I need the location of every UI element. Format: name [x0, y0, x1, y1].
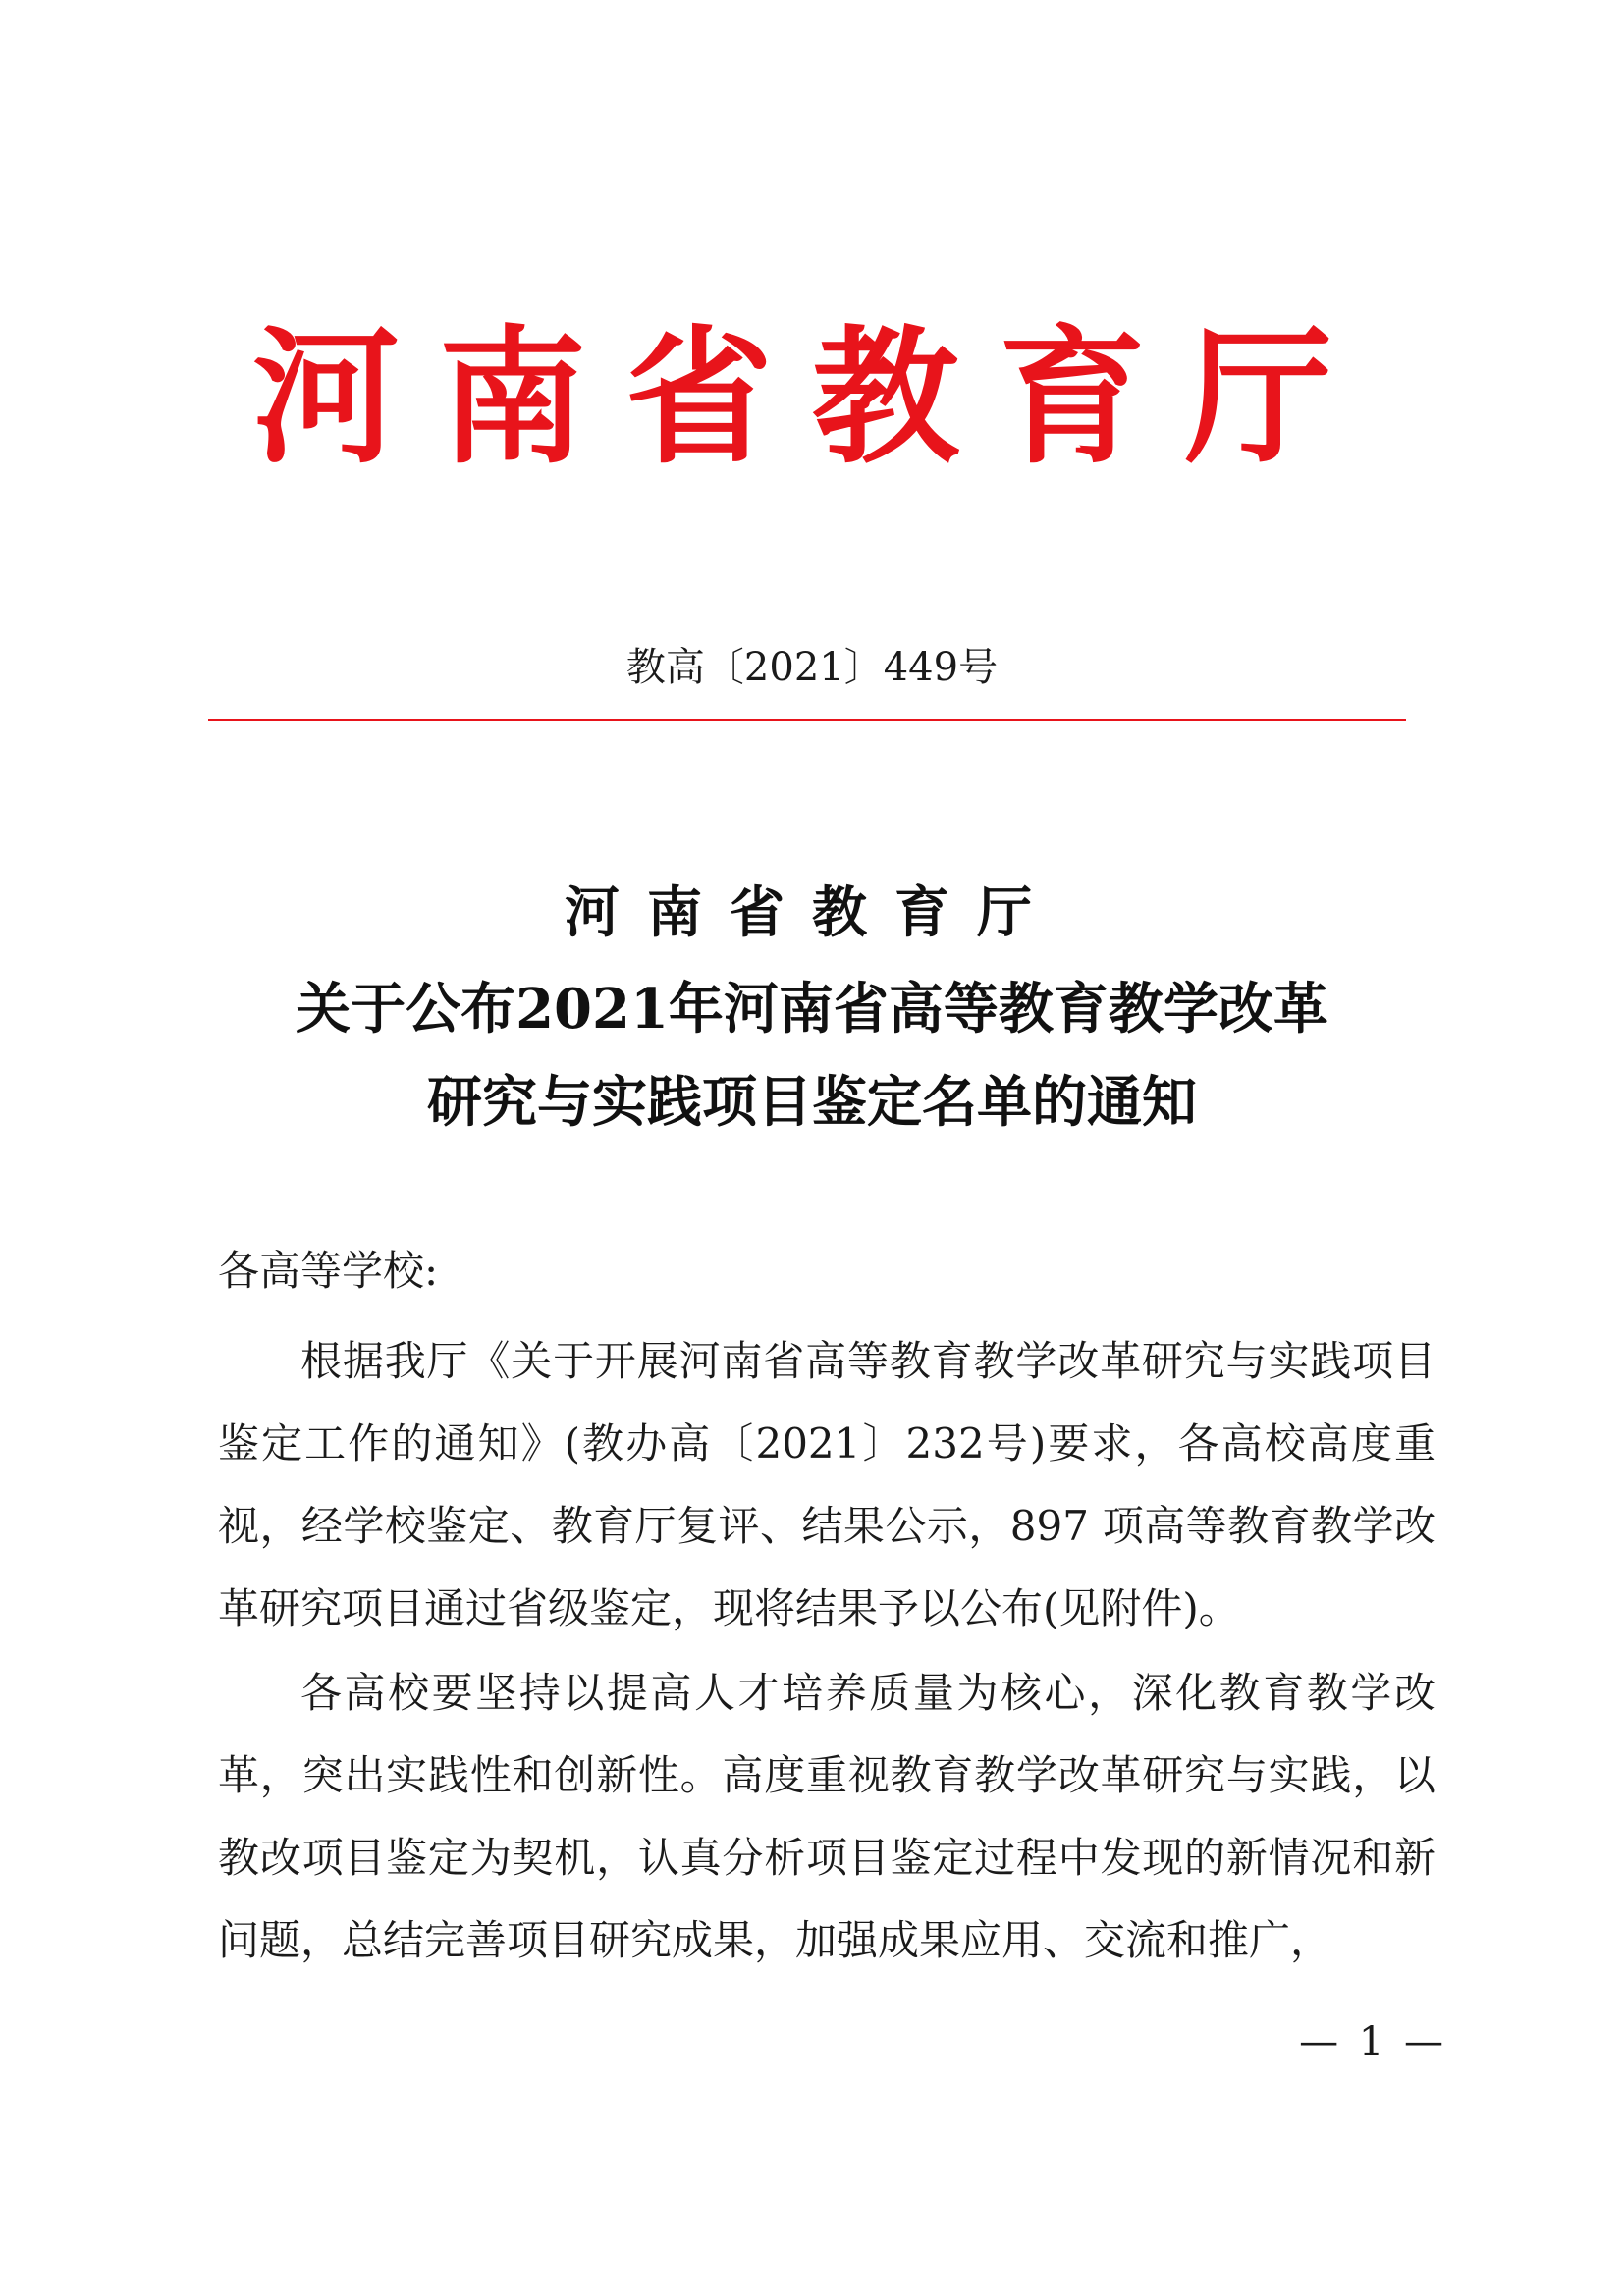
page-number: — 1 — — [1299, 2019, 1447, 2064]
title-line-2: 关于公布2021年河南省高等教育教学改革 — [296, 977, 1328, 1041]
salutation: 各高等学校: — [218, 1247, 439, 1295]
document-number: 教高〔2021〕449号 — [625, 645, 999, 690]
title-line-3: 研究与实践项目鉴定名单的通知 — [427, 1070, 1197, 1135]
title-line-1: 河南省教育厅 — [565, 881, 1059, 945]
issuer-masthead: 河南省教育厅 — [251, 311, 1372, 484]
body-paragraph-1: 根据我厅《关于开展河南省高等教育教学改革研究与实践项目鉴定工作的通知》(教办高〔2021〕232号)要求，各高校高度重视，经学校鉴定、教育厅复评、结果公示，897 项高等教育教学改革研究项目通过省级鉴定，现将结果予以公布(见附件)。 — [218, 1337, 1435, 1632]
body-paragraph-2: 各高校要坚持以提高人才培养质量为核心，深化教育教学改革，突出实践性和创新性。高度重视教育教学改革研究与实践，以教改项目鉴定为契机，认真分析项目鉴定过程中发现的新情况和新问题，总结完善项目研究成果，加强成果应用、交流和推广， — [218, 1669, 1435, 1964]
red-separator-line — [208, 719, 1406, 721]
